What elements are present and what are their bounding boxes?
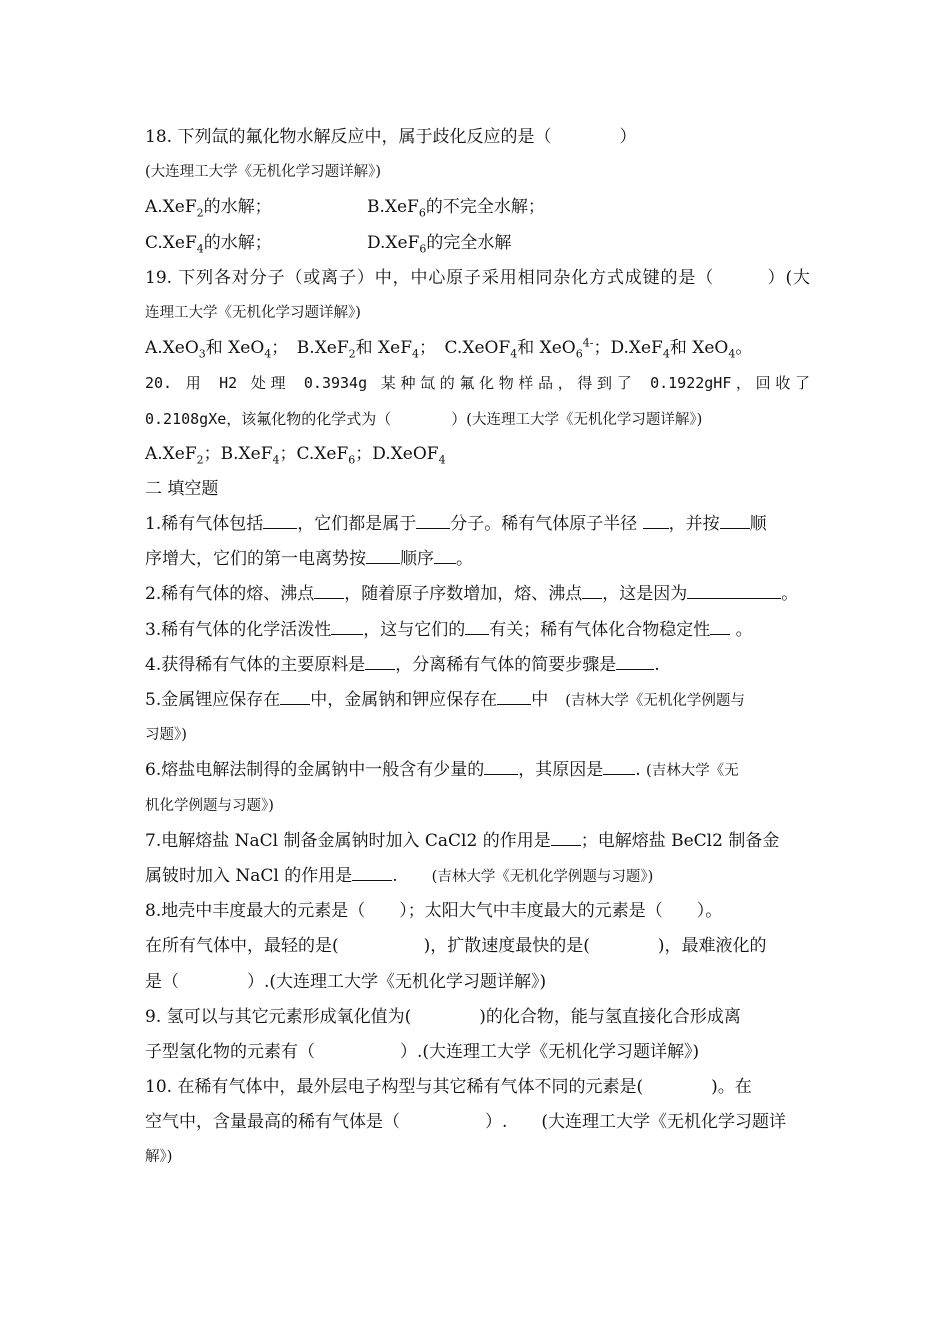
fill-5-line2: 习题》) (145, 727, 187, 744)
q18-source: (大连理工大学《无机化学习题详解》) (145, 164, 382, 181)
fill-8-line1: 8.地壳中丰度最大的元素是（ ）；太阳大气中丰度最大的元素是（ ）。 (145, 901, 723, 922)
blank[interactable] (352, 862, 392, 881)
blank[interactable] (616, 651, 654, 670)
q18-stem: 18. 下列氙的氟化物水解反应中，属于歧化反应的是（ ） (145, 127, 637, 147)
fill-10-line2: 空气中，含量最高的稀有气体是（ ）. (大连理工大学《无机化学习题详 (145, 1112, 787, 1133)
blank[interactable] (416, 510, 450, 529)
q18-options-ab (145, 190, 810, 225)
blank[interactable] (365, 651, 395, 670)
blank[interactable] (263, 510, 297, 529)
q19-stem-line2: 连理工大学《无机化学习题详解》) (145, 304, 361, 321)
blank[interactable] (434, 545, 456, 564)
q18-option-a: A.XeF$_2$的水解； (145, 197, 272, 220)
fill-9-line1: 9. 氢可以与其它元素形成氧化值为( )的化合物，能与氢直接化合形成离 (145, 1006, 741, 1027)
blank[interactable] (687, 581, 781, 600)
q20-stem-line2: 0.2108gXe，该氟化物的化学式为（ ）(大连理工大学《无机化学习题详解》) (145, 409, 703, 428)
fill-6-line1: 6.熔盐电解法制得的金属钠中一般含有少量的 ，其原因是 . (吉林大学《无 (145, 753, 810, 788)
q18-option-c: C.XeF$_4$的水解； (145, 232, 272, 255)
fill-8-line2: 在所有气体中，最轻的是( )，扩散速度最快的是( )，最难液化的 (145, 936, 767, 957)
blank[interactable] (643, 510, 669, 529)
q18-option-d: D.XeF$_6$的完全水解 (367, 232, 512, 255)
blank[interactable] (484, 757, 518, 776)
fill-5-line1: 5.金属锂应保存在 中，金属钠和钾应保存在 中 (吉林大学《无机化学例题与 (145, 683, 810, 718)
blank[interactable] (331, 616, 363, 635)
blank[interactable] (603, 757, 635, 776)
fill-1-line1: 1.稀有气体包括 ，它们都是属于 分子。稀有气体原子半径 ，并按 顺 (145, 507, 810, 542)
blank[interactable] (497, 686, 531, 705)
fill-7-line1: 7.电解熔盐 NaCl 制备金属钠时加入 CaCl2 的作用是 ；电解熔盐 BeCl2 制备金 (145, 824, 810, 859)
document-page (145, 120, 810, 1176)
section-heading: 二 填空题 (145, 478, 219, 499)
blank[interactable] (720, 510, 750, 529)
fill-10-line1: 10. 在稀有气体中，最外层电子构型与其它稀有气体不同的元素是( )。在 (145, 1077, 752, 1098)
fill-6-line2: 机化学例题与习题》) (145, 797, 274, 814)
q20-options: A.XeF$_2$；B.XeF$_4$；C.XeF$_6$；D.XeOF$_4$ (145, 443, 446, 467)
blank[interactable] (465, 616, 489, 635)
blank[interactable] (366, 545, 400, 564)
fill-4: 4.获得稀有气体的主要原料是 ，分离稀有气体的简要步骤是 . (145, 648, 810, 683)
fill-8-line3: 是（ ）.(大连理工大学《无机化学习题详解》) (145, 971, 547, 992)
fill-1-line2: 序增大，它们的第一电离势按 顺序 。 (145, 542, 810, 577)
blank[interactable] (582, 581, 602, 600)
q19-stem-line1: 19. 下列各对分子（或离子）中，中心原子采用相同杂化方式成键的是（ ）(大 (145, 267, 810, 288)
blank[interactable] (314, 581, 344, 600)
q20-stem-line1: 20. 用 H2 处理 0.3934g 某种氙的氟化物样品，得到了 0.1922gHF，回收了 (145, 374, 810, 393)
blank[interactable] (280, 686, 310, 705)
q19-options: A.XeO$_3$和 XeO$_4$； B.XeF$_2$和 XeF$_4$； C.XeOF$_4$和 XeO$_6^{4-}$；D.XeF$_4$和 XeO$_4$。 (145, 336, 753, 361)
q18-options-cd (145, 226, 810, 261)
fill-9-line2: 子型氢化物的元素有（ ）.(大连理工大学《无机化学习题详解》) (145, 1041, 700, 1062)
q18-option-b: B.XeF$_6$的不完全水解； (367, 197, 545, 220)
fill-3: 3.稀有气体的化学活泼性 ，这与它们的 有关；稀有气体化合物稳定性 。 (145, 613, 810, 648)
blank[interactable] (551, 827, 581, 846)
fill-2: 2.稀有气体的熔、沸点 ，随着原子序数增加，熔、沸点 ，这是因为 。 (145, 577, 810, 612)
blank[interactable] (710, 616, 730, 635)
fill-10-line3: 解》) (145, 1149, 173, 1166)
fill-7-line2: 属铍时加入 NaCl 的作用是 . (吉林大学《无机化学例题与习题》) (145, 859, 810, 894)
